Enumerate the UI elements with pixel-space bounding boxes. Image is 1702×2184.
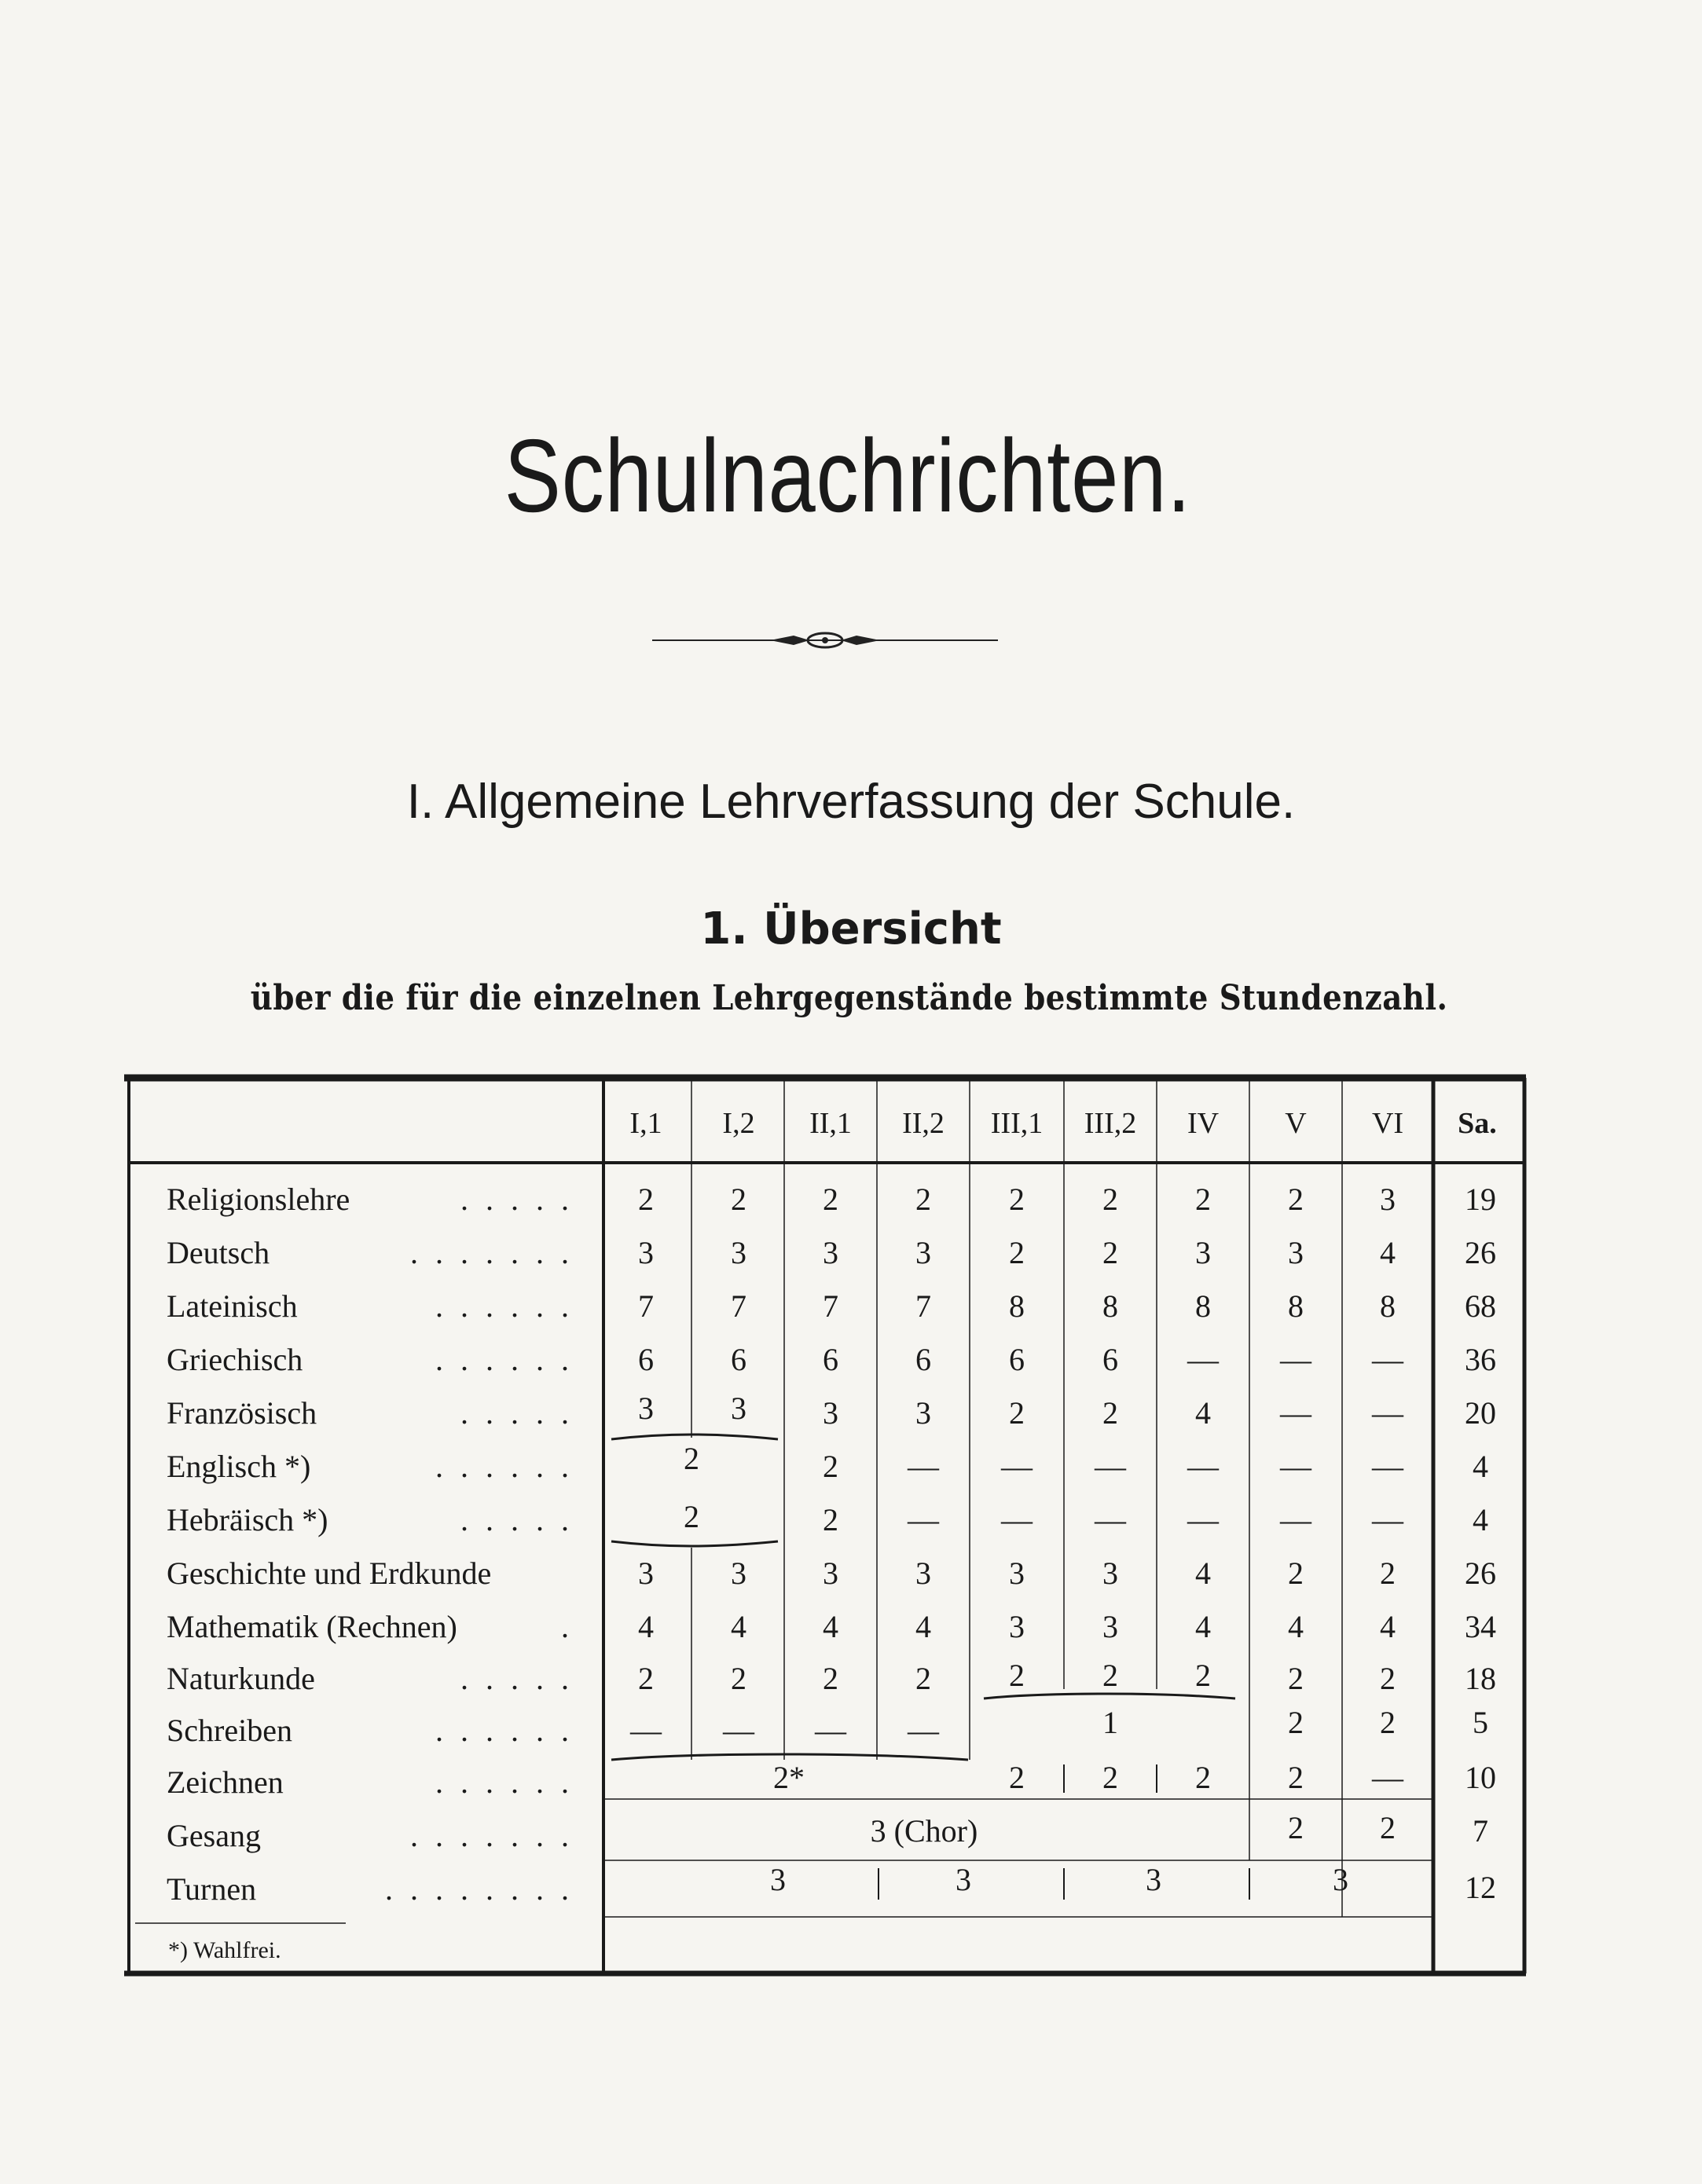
cell: 2	[1288, 1760, 1304, 1795]
cell: —	[815, 1713, 846, 1748]
cell: 4	[915, 1609, 931, 1644]
leader-dots: . . . . . .	[435, 1713, 574, 1748]
cell: 2	[915, 1661, 931, 1696]
leader-dots: . . . . . . .	[410, 1818, 574, 1853]
cell: 4	[1195, 1395, 1211, 1431]
cell: 2	[638, 1661, 654, 1696]
cell: 6	[915, 1342, 931, 1377]
subject-label: Naturkunde	[167, 1661, 315, 1696]
cell-total: 7	[1473, 1813, 1488, 1849]
cell-total: 12	[1465, 1870, 1496, 1905]
cell: 2	[731, 1182, 746, 1217]
cell: —	[1095, 1502, 1126, 1537]
cell: 4	[1195, 1609, 1211, 1644]
cell: 3	[1288, 1235, 1304, 1270]
cell: 6	[731, 1342, 746, 1377]
col-header-total: Sa.	[1458, 1107, 1497, 1140]
cell: —	[1001, 1502, 1033, 1537]
cell: 3	[638, 1556, 654, 1591]
col-header: I,1	[629, 1107, 662, 1140]
cell: 3	[1195, 1235, 1211, 1270]
subject-label: Hebräisch *)	[167, 1502, 328, 1537]
cell: 2	[1102, 1235, 1118, 1270]
cell: 4	[638, 1609, 654, 1644]
cell-total: 26	[1465, 1235, 1496, 1270]
cell: 8	[1288, 1288, 1304, 1324]
subject-label: Englisch *)	[167, 1449, 311, 1484]
cell: 3	[638, 1391, 654, 1426]
cell: —	[1187, 1342, 1219, 1377]
cell-total: 4	[1473, 1449, 1488, 1484]
cell: 2	[1195, 1658, 1211, 1693]
cell: 4	[731, 1609, 746, 1644]
cell: 6	[1009, 1342, 1025, 1377]
cell: 6	[638, 1342, 654, 1377]
cell: 7	[638, 1288, 654, 1324]
cell: —	[908, 1449, 939, 1484]
cell: 3	[915, 1556, 931, 1591]
cell: 2	[1102, 1658, 1118, 1693]
cell: 2	[823, 1449, 838, 1484]
cell: 4	[1380, 1609, 1396, 1644]
cell: 6	[1102, 1342, 1118, 1377]
subject-label: Geschichte und Erdkunde	[167, 1556, 492, 1591]
leader-dots: . . . . .	[460, 1182, 574, 1217]
cell-total: 36	[1465, 1342, 1496, 1377]
cell: 2	[1009, 1395, 1025, 1431]
cell: 2	[1288, 1556, 1304, 1591]
cell: 3	[731, 1556, 746, 1591]
page-title: Schulnachrichten.	[504, 418, 1192, 533]
subject-label: Turnen	[167, 1871, 257, 1907]
col-header: I,2	[722, 1107, 755, 1140]
cell: 2	[731, 1661, 746, 1696]
cell: —	[1372, 1342, 1403, 1377]
cell: 3	[731, 1235, 746, 1270]
leader-dots: . . . . .	[460, 1502, 574, 1537]
cell-total: 20	[1465, 1395, 1496, 1431]
cell: —	[1372, 1760, 1403, 1795]
cell: 2	[1288, 1182, 1304, 1217]
merged-cell: 3 (Chor)	[870, 1813, 978, 1849]
cell: 7	[731, 1288, 746, 1324]
cell: 6	[823, 1342, 838, 1377]
cell: 2	[915, 1182, 931, 1217]
cell: 2	[1380, 1810, 1396, 1845]
col-header: III,1	[990, 1107, 1044, 1140]
subject-label: Religionslehre	[167, 1182, 350, 1217]
cell-total: 4	[1473, 1502, 1488, 1537]
cell: 7	[823, 1288, 838, 1324]
cell: —	[908, 1502, 939, 1537]
cell: 3	[823, 1395, 838, 1431]
cell: —	[1280, 1342, 1311, 1377]
merged-cell: 2	[684, 1499, 699, 1534]
cell: 3	[823, 1556, 838, 1591]
cell: 2	[1195, 1760, 1211, 1795]
cell: 2	[1009, 1760, 1025, 1795]
group-cell: 3	[956, 1862, 971, 1897]
cell: 2	[823, 1502, 838, 1537]
col-header: V	[1285, 1107, 1307, 1140]
subject-label: Deutsch	[167, 1235, 270, 1270]
cell: 3	[1009, 1556, 1025, 1591]
cell: 8	[1009, 1288, 1025, 1324]
subject-label: Französisch	[167, 1395, 317, 1431]
subject-label: Lateinisch	[167, 1288, 298, 1324]
cell: 2	[1102, 1760, 1118, 1795]
col-header: II,1	[809, 1107, 852, 1140]
cell: 2	[823, 1182, 838, 1217]
cell: —	[723, 1713, 754, 1748]
group-cell: 3	[1333, 1862, 1348, 1897]
cell: —	[630, 1713, 662, 1748]
cell: 2	[1288, 1705, 1304, 1740]
cell: —	[1372, 1395, 1403, 1431]
leader-dots: . . . . .	[460, 1395, 574, 1431]
cell: —	[1095, 1449, 1126, 1484]
cell-total: 18	[1465, 1661, 1496, 1696]
cell: 3	[915, 1395, 931, 1431]
cell: —	[1280, 1502, 1311, 1537]
cell: 4	[1380, 1235, 1396, 1270]
cell: 2	[1102, 1395, 1118, 1431]
cell: 3	[1102, 1609, 1118, 1644]
cell: —	[1187, 1449, 1219, 1484]
cell: 4	[823, 1609, 838, 1644]
cell-total: 5	[1473, 1705, 1488, 1740]
cell: 2	[638, 1182, 654, 1217]
leader-dots: . . . . . .	[435, 1764, 574, 1800]
leader-dots: . . . . . . .	[410, 1235, 574, 1270]
cell: 2	[1288, 1810, 1304, 1845]
subject-label: Schreiben	[167, 1713, 292, 1748]
merged-cell: 1	[1102, 1705, 1118, 1740]
cell: 3	[915, 1235, 931, 1270]
cell: 2	[1195, 1182, 1211, 1217]
cell: 2	[1380, 1705, 1396, 1740]
leader-dots: .	[561, 1609, 574, 1644]
leader-dots: . . . . . .	[435, 1288, 574, 1324]
cell: 3	[823, 1235, 838, 1270]
cell: 2	[1102, 1182, 1118, 1217]
cell-total: 10	[1465, 1760, 1496, 1795]
cell: 3	[1009, 1609, 1025, 1644]
section-heading: I. Allgemeine Lehrverfassung der Schule.	[406, 775, 1296, 829]
cell: 3	[731, 1391, 746, 1426]
cell: 2	[1009, 1658, 1025, 1693]
leader-dots: . . . . . . . .	[385, 1871, 574, 1907]
cell: —	[1001, 1449, 1033, 1484]
cell: 8	[1195, 1288, 1211, 1324]
cell: 2	[1288, 1661, 1304, 1696]
cell: 3	[638, 1235, 654, 1270]
cell: 8	[1102, 1288, 1118, 1324]
leader-dots: . . . . .	[460, 1661, 574, 1696]
merged-cell: 2	[684, 1441, 699, 1476]
cell: 4	[1288, 1609, 1304, 1644]
leader-dots: . . . . . .	[435, 1449, 574, 1484]
cell: 3	[1380, 1182, 1396, 1217]
cell: 2	[1380, 1556, 1396, 1591]
cell: 8	[1380, 1288, 1396, 1324]
cell: 2	[1009, 1235, 1025, 1270]
cell: 2	[1380, 1661, 1396, 1696]
cell: 2	[1009, 1182, 1025, 1217]
cell: 4	[1195, 1556, 1211, 1591]
col-header: II,2	[902, 1107, 945, 1140]
cell: 3	[1102, 1556, 1118, 1591]
subheading: 1. Übersicht	[700, 903, 1002, 955]
group-cell: 3	[770, 1862, 786, 1897]
cell-total: 34	[1465, 1609, 1496, 1644]
subject-label: Mathematik (Rechnen)	[167, 1609, 457, 1644]
cell: —	[1280, 1395, 1311, 1431]
cell-total: 26	[1465, 1556, 1496, 1591]
group-cell: 3	[1146, 1862, 1161, 1897]
col-header: VI	[1371, 1107, 1404, 1140]
cell: —	[1372, 1502, 1403, 1537]
leader-dots: . . . . . .	[435, 1342, 574, 1377]
cell: —	[908, 1713, 939, 1748]
cell: —	[1372, 1449, 1403, 1484]
cell: 2	[823, 1661, 838, 1696]
cell: —	[1187, 1502, 1219, 1537]
subject-label: Gesang	[167, 1818, 261, 1853]
subject-label: Griechisch	[167, 1342, 303, 1377]
col-header: IV	[1187, 1107, 1220, 1140]
footnote: *) Wahlfrei.	[168, 1937, 281, 1963]
col-header: III,2	[1084, 1107, 1137, 1140]
merged-cell: 2*	[773, 1760, 805, 1795]
cell: —	[1280, 1449, 1311, 1484]
subheading-line: über die für die einzelnen Lehrgegenstände bestimmte Stundenzahl.	[250, 978, 1448, 1018]
cell-total: 19	[1465, 1182, 1496, 1217]
cell: 7	[915, 1288, 931, 1324]
cell-total: 68	[1465, 1288, 1496, 1324]
subject-label: Zeichnen	[167, 1764, 284, 1800]
